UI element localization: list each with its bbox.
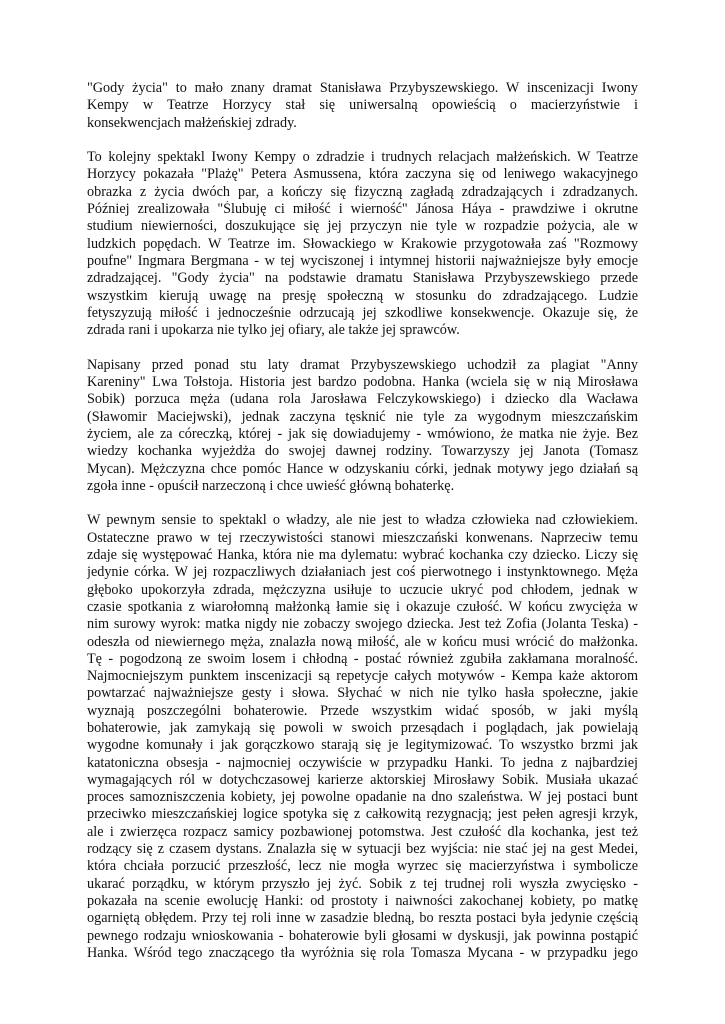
text-line: Tę - pogodzoną ze swoim losem i chłodną - postać również zgubiła zakłamana moralność. <box>87 650 638 667</box>
text-line: pokazała na scenie ewolucję Hanki: od prostoty i naiwności zakochanej kobiety, po matkę <box>87 892 638 909</box>
text-line: wyznają poszczególni bohaterowie. Przede wszystkim widać sposób, w jaki myślą <box>87 702 638 719</box>
text-line: nim surowy wyrok: matka nigdy nie zobaczy swojego dziecka. Jest też Zofia (Jolanta Teska) - <box>87 616 638 633</box>
text-line: fetyszyzują miłość i jednocześnie odrzucają jej szkodliwe konsekwencje. Okazuje się, że <box>87 304 638 321</box>
text-line: ale i zwierzęca rozpacz samicy pozbawionej potomstwa. Jest czułość dla kochanka, jest też <box>87 823 638 840</box>
text-line: wszystkim kierują uwagę na presję społeczną w stosunku do zdradzającego. Ludzie <box>87 287 638 304</box>
text-line: rodzący się z czasem dystans. Znalazła się w sytuacji bez wyjścia: nie stać jej na gest Medei, <box>87 841 638 858</box>
text-line: Kempy w Teatrze Horzycy stał się uniwersalną opowieścią o macierzyństwie i <box>87 97 638 114</box>
text-line: wymagających ról w dotychczasowej karierze aktorskiej Mirosławy Sobik. Musiała ukazać <box>87 771 638 788</box>
text-line: głęboko upokorzyła zdrada, mężczyzna usiłuje to uczucie ukryć pod chłodem, jednak w <box>87 581 638 598</box>
text-line: pewnego rodzaju wnioskowania - bohaterowie byli głosami w dyskusji, jak powinna postąpić <box>87 927 638 944</box>
text-line: "Gody życia" to mało znany dramat Stanisława Przybyszewskiego. W inscenizacji Iwony <box>87 80 638 96</box>
text-line: ukarać porządku, w którym przyszło jej żyć. Sobik z tej trudnej roli wyszła zwycięsko - <box>87 875 638 892</box>
text-line: ogarniętą obłędem. Przy tej roli inne w zasadzie bledną, bo reszta postaci była jedynie częścią <box>87 910 638 927</box>
document-page <box>87 80 638 962</box>
text-line: Napisany przed ponad stu laty dramat Przybyszewskiego uchodził za plagiat "Anny <box>87 356 638 373</box>
text-line: zdrada rani i upokarza nie tylko jej ofiary, ale także jej sprawców. <box>87 322 460 339</box>
text-line: poufne" Ingmara Bergmana - w tej wyciszonej i intymnej historii najważniejsze były emocje <box>87 252 638 269</box>
text-line: Później zrealizowała "Ślubuję ci miłość i wierność" Jánosa Háya - prawdziwe i okrutne <box>87 201 638 218</box>
text-line: przeciwko mieszczańskiej logice spotyka się z całkowitą rezygnacją; jest pełen agresji krzyk, <box>87 806 638 823</box>
text-line: ludzkich popędach. W Teatrze im. Słowackiego w Krakowie przygotowała zaś "Rozmowy <box>87 235 638 252</box>
text-line: zgoła inne - opuścił narzeczoną i chce uwieść główną bohaterkę. <box>87 477 455 494</box>
text-line: która chciała porzucić przeszłość, lecz nie mogła wyrzec się macierzyństwa i symbolicze <box>87 858 638 875</box>
text-line: Horzycy pokazała "Plażę" Petera Asmussena, która zaczyna się od leniwego wakacyjnego <box>87 166 638 183</box>
text-line: powtarzać najważniejsze gesty i słowa. Słychać w nich nie tylko hasła społeczne, jakie <box>87 685 638 702</box>
text-line: proces samozniszczenia kobiety, jej powolne opadanie na dno szaleństwa. W jej postaci bunt <box>87 789 638 806</box>
text-line: jedynie córka. W jej rozpaczliwych działaniach jest coś pierwotnego i instynktownego. Męża <box>87 564 638 581</box>
text-line: Sobik) porzuca męża (udana rola Jarosława Felczykowskiego) i dziecko dla Wacława <box>87 391 638 408</box>
text-line: Hanka. Wśród tego znaczącego tła wyróżnia się rola Tomasza Mycana - w przypadku jego <box>87 944 638 961</box>
text-line: (Sławomir Maciejwski), jednak zaczyna tęsknić nie tyle za wygodnym mieszczańskim <box>87 408 638 425</box>
text-line: Ostateczne prawo w tej rzeczywistości stanowi mieszczański konwenans. Naprzeciw temu <box>87 529 638 546</box>
text-line: Kareniny" Lwa Tołstoja. Historia jest bardzo podobna. Hanka (wciela się w nią Mirosława <box>87 374 638 391</box>
text-line: studium niewierności, doszukujące się jej przyczyn nie tyle w rozpadzie pożycia, ale w <box>87 218 638 235</box>
text-line: zdradzającej. "Gody życia" na podstawie dramatu Stanisława Przybyszewskiego przede <box>87 270 638 287</box>
text-line: Najmocniejszym punktem inscenizacji są repetycje całych motywów - Kempa każe aktorom <box>87 668 638 685</box>
text-line: obrazka z życia dwóch par, a kończy się fizyczną zagładą zdradzających i zdradzanych. <box>87 183 638 200</box>
text-line: W pewnym sensie to spektakl o władzy, ale nie jest to władza człowieka nad człowiekiem. <box>87 512 638 529</box>
text-line: katatoniczna obsesja - najmocniej oczywiście w przypadku Hanki. To jedna z najbardziej <box>87 754 638 771</box>
paragraph-4 <box>87 512 638 962</box>
text-line: To kolejny spektakl Iwony Kempy o zdradzie i trudnych relacjach małżeńskich. W Teatrze <box>87 149 638 166</box>
text-line: zdaje się występować Hanka, która nie ma dylematu: wybrać kochanka czy dziecko. Liczy się <box>87 547 638 564</box>
text-line: odeszła od niewiernego męża, znalazła nową miłość, ale w końcu musi wrócić do małżonka. <box>87 633 638 650</box>
text-line: bohaterowie, jak zamykają się powoli w swoich przesądach i poglądach, jak powielają <box>87 719 638 736</box>
text-line: wygodne komunały i jak gorączkowo starają się je legitymizować. To wszystko brzmi jak <box>87 737 638 754</box>
paragraph-2 <box>87 149 638 339</box>
paragraph-3 <box>87 357 638 495</box>
text-line: konsekwencjach małżeńskiej zdrady. <box>87 114 297 131</box>
text-line: wiedzy kochanka wyjeżdża do swojej dawnej rodziny. Towarzyszy jej Janota (Tomasz <box>87 443 638 460</box>
text-line: czasie spotkania z wiarołomną małżonką łamie się i okazuje czułość. W końcu zwycięża w <box>87 598 638 615</box>
text-line: Mycan). Mężczyzna chce pomóc Hance w odzyskaniu córki, jednak motywy jego działań są <box>87 460 638 477</box>
paragraph-1 <box>87 80 638 132</box>
text-line: życiem, ale za córeczką, której - jak się dowiadujemy - wmówiono, że matka nie żyje. Bez <box>87 425 638 442</box>
